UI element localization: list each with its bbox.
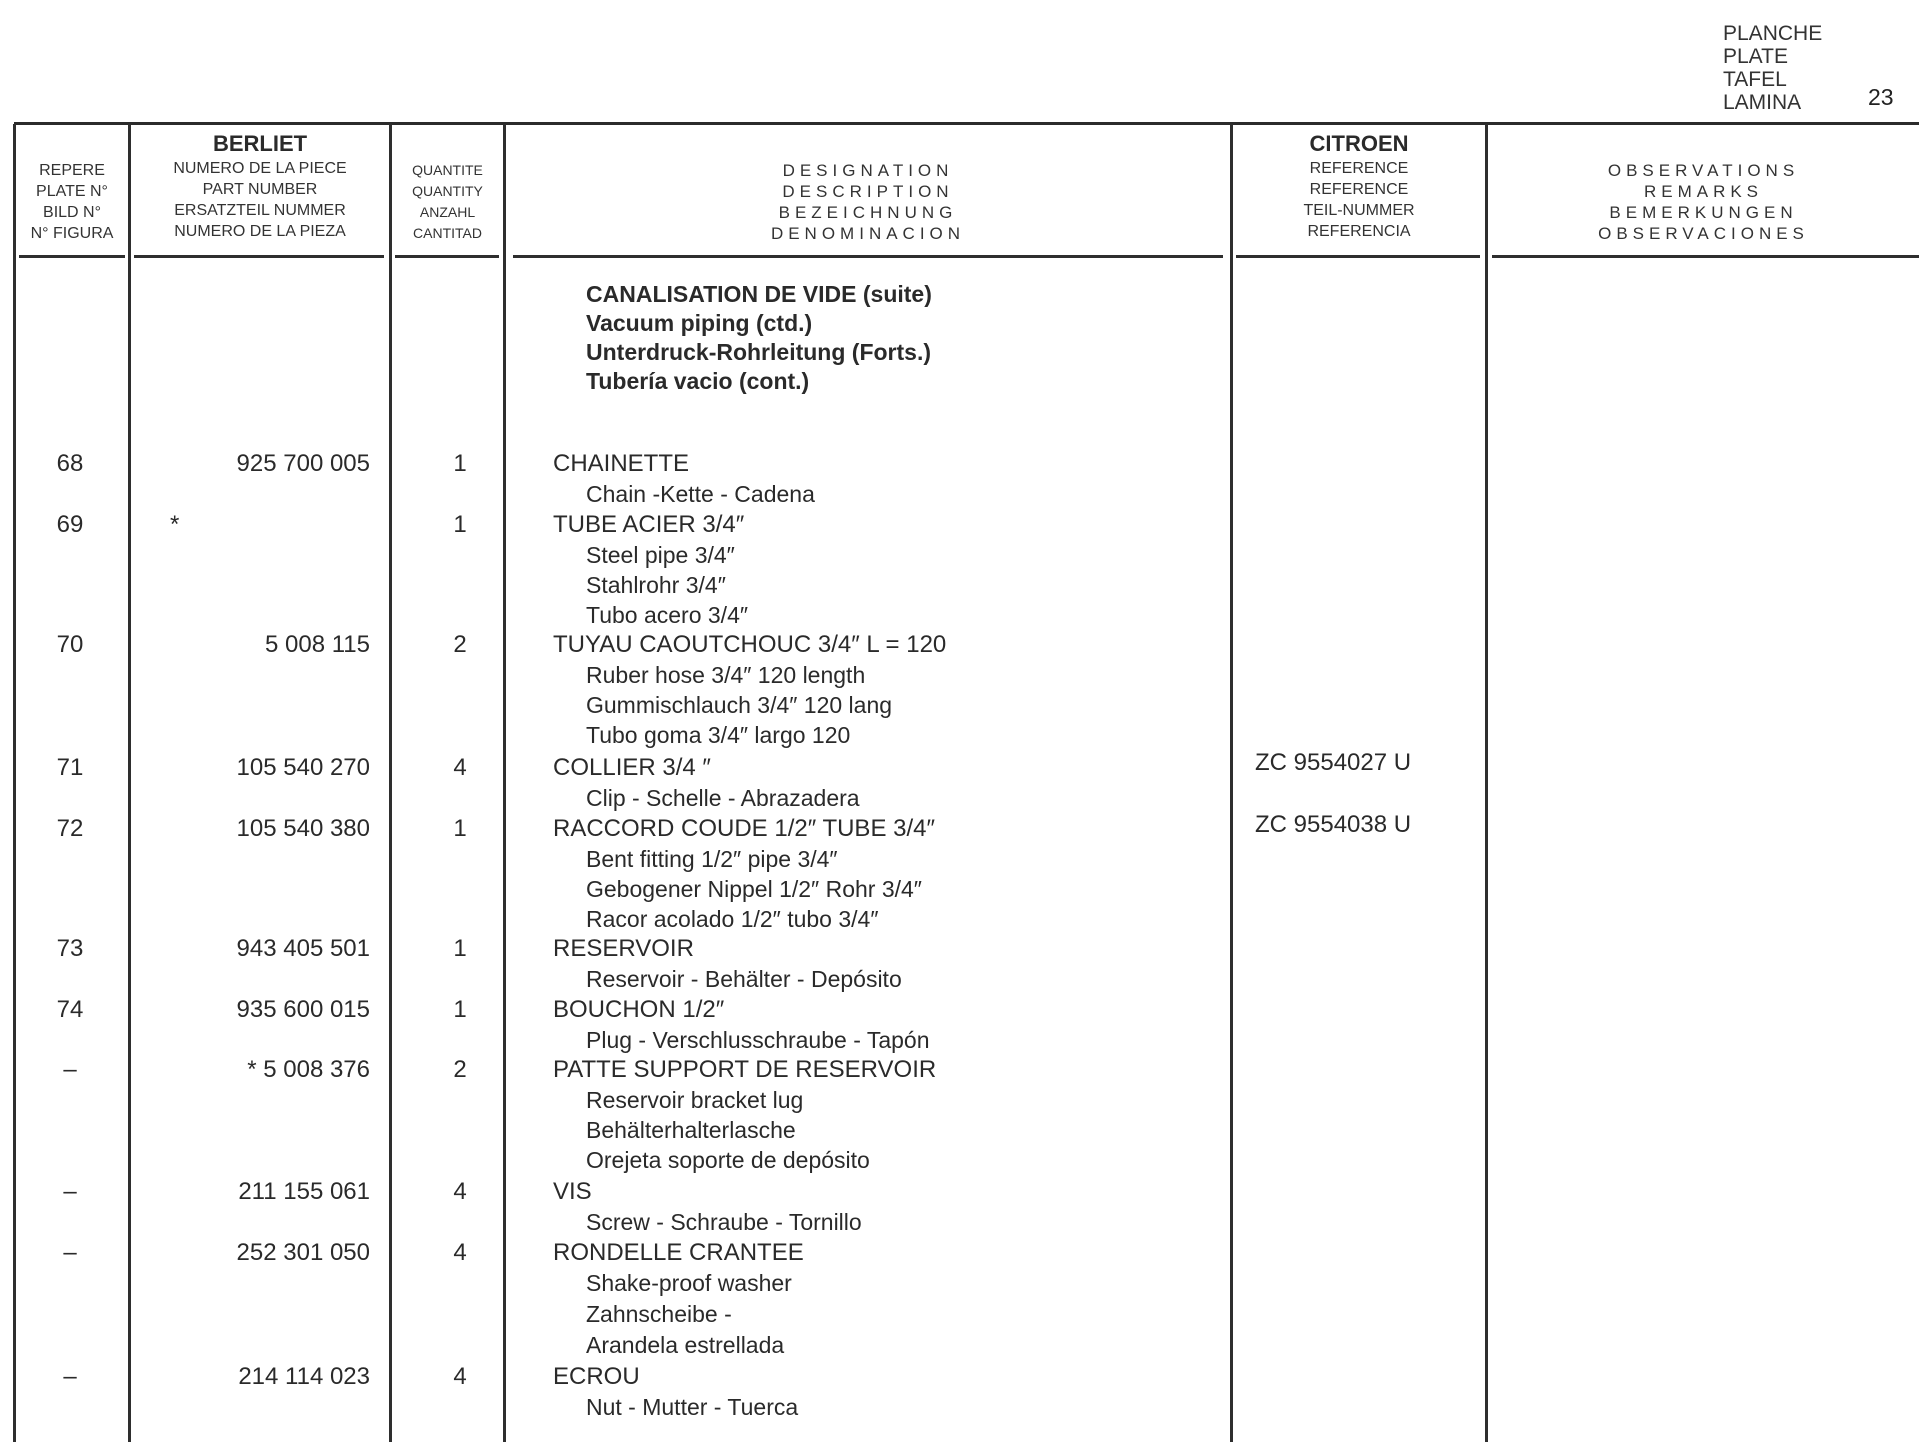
quantity-cell: 2	[453, 631, 467, 658]
description-line: Clip - Schelle - Abrazadera	[586, 785, 860, 811]
header-underline	[395, 255, 499, 258]
part-number-cell: 214 114 023	[238, 1363, 370, 1390]
quantity-cell: 4	[453, 1178, 467, 1205]
header-underline	[19, 255, 125, 258]
description-line: Ruber hose 3/4″ 120 length	[586, 662, 866, 688]
designation-cell: ECROU	[553, 1363, 640, 1390]
designation-cell: PATTE SUPPORT DE RESERVOIR	[553, 1056, 937, 1083]
part-number-cell: 5 008 115	[265, 631, 370, 658]
citroen-brand: CITROEN	[1309, 131, 1409, 156]
designation-cell: VIS	[553, 1178, 592, 1205]
designation-cell: RONDELLE CRANTEE	[553, 1239, 804, 1266]
part-number-cell: 211 155 061	[238, 1178, 370, 1205]
quantity-cell: 1	[453, 450, 467, 477]
description-line: Steel pipe 3/4″	[586, 542, 735, 568]
table-row	[0, 1362, 1919, 1392]
table-row	[0, 934, 1919, 964]
description-line: Screw - Schraube - Tornillo	[586, 1209, 862, 1235]
description-line: Gebogener Nippel 1/2″ Rohr 3/4″	[586, 876, 922, 902]
description-line: Chain -Kette - Cadena	[586, 481, 815, 507]
description-line: Nut - Mutter - Tuerca	[586, 1394, 799, 1420]
ref-cell: –	[63, 1239, 77, 1266]
description-line: Reservoir bracket lug	[586, 1087, 804, 1113]
ref-cell: 72	[56, 815, 84, 842]
designation-cell: RESERVOIR	[553, 935, 694, 962]
quantity-cell: 1	[453, 815, 467, 842]
quantity-cell: 4	[453, 1363, 467, 1390]
header-designation: DESIGNATION DESCRIPTION BEZEICHNUNG DENOMINACION	[770, 161, 966, 243]
description-line: Arandela estrellada	[586, 1332, 785, 1358]
header-berliet: BERLIET NUMERO DE LA PIECE PART NUMBER ERSATZTEIL NUMMER NUMERO DE LA PIEZA	[131, 130, 389, 242]
part-number-cell: 252 301 050	[236, 1239, 370, 1266]
plate-label-en: PLATE	[1723, 45, 1788, 68]
header-underline	[513, 255, 1223, 258]
description-line: Zahnscheibe -	[586, 1301, 732, 1327]
part-number-cell: 935 600 015	[236, 996, 370, 1023]
ref-cell: 71	[56, 754, 84, 781]
designation-cell: BOUCHON 1/2″	[553, 996, 725, 1023]
quantity-cell: 1	[453, 935, 467, 962]
description-line: Reservoir - Behälter - Depósito	[586, 966, 902, 992]
table-row	[0, 449, 1919, 479]
table-row	[0, 630, 1919, 660]
table-row	[0, 811, 1919, 844]
header-underline	[1492, 255, 1919, 258]
ref-cell: –	[63, 1056, 77, 1083]
header-underline	[134, 255, 384, 258]
description-line: Behälterhalterlasche	[586, 1117, 796, 1143]
designation-cell: RACCORD COUDE 1/2″ TUBE 3/4″	[553, 815, 935, 842]
designation-cell: TUBE ACIER 3/4″	[553, 511, 745, 538]
ref-cell: 74	[56, 996, 84, 1023]
description-line: Plug - Verschlusschraube - Tapón	[586, 1027, 930, 1053]
designation-cell: CHAINETTE	[553, 450, 690, 477]
citroen-ref-cell: ZC 9554027 U	[1255, 749, 1412, 776]
quantity-cell: 2	[453, 1056, 467, 1083]
part-number-cell: 943 405 501	[236, 935, 370, 962]
section-title: CANALISATION DE VIDE (suite) Vacuum piping (ctd.) Unterdruck-Rohrleitung (Forts.) Tubería vacio (cont.)	[586, 281, 932, 394]
description-line: Tubo acero 3/4″	[586, 602, 748, 628]
description-line: Tubo goma 3/4″ largo 120	[586, 722, 851, 748]
part-number-cell: * 5 008 376	[247, 1056, 370, 1083]
description-line: Orejeta soporte de depósito	[586, 1147, 870, 1173]
designation-cell: TUYAU CAOUTCHOUC 3/4″ L = 120	[553, 631, 947, 658]
description-line: Gummischlauch 3/4″ 120 lang	[586, 692, 893, 718]
part-number-cell: *	[170, 511, 180, 538]
table-row	[0, 1177, 1919, 1207]
table-row	[0, 995, 1919, 1025]
quantity-cell: 1	[453, 511, 467, 538]
header-underline	[1236, 255, 1480, 258]
quantity-cell: 4	[453, 1239, 467, 1266]
header-citroen: CITROEN REFERENCE REFERENCE TEIL-NUMMER REFERENCIA	[1233, 130, 1485, 242]
designation-cell: COLLIER 3/4 ″	[553, 754, 711, 781]
ref-cell: 68	[56, 450, 84, 477]
part-number-cell: 925 700 005	[236, 450, 370, 477]
quantity-cell: 4	[453, 754, 467, 781]
ref-cell: 69	[56, 511, 84, 538]
ref-cell: –	[63, 1178, 77, 1205]
part-number-cell: 105 540 380	[236, 815, 370, 842]
header-quantite: QUANTITE QUANTITY ANZAHL CANTITAD	[412, 162, 483, 241]
berliet-brand: BERLIET	[212, 131, 308, 156]
plate-label-fr: PLANCHE	[1723, 22, 1823, 45]
citroen-ref-cell: ZC 9554038 U	[1255, 811, 1412, 838]
description-line: Stahlrohr 3/4″	[586, 572, 726, 598]
description-line: Bent fitting 1/2″ pipe 3/4″	[586, 846, 838, 872]
header-observations: OBSERVATIONS REMARKS BEMERKUNGEN OBSERVACIONES	[1598, 161, 1809, 243]
quantity-cell: 1	[453, 996, 467, 1023]
table-row	[0, 1055, 1919, 1085]
plate-number: 23	[1868, 84, 1894, 110]
plate-label	[1723, 22, 1822, 114]
header-repere: REPERE PLATE N° BILD N° N° FIGURA	[30, 162, 114, 242]
part-number-cell: 105 540 270	[236, 754, 370, 781]
ref-cell: 73	[56, 935, 84, 962]
table-row	[0, 1238, 1919, 1268]
table-row	[0, 749, 1919, 783]
ref-cell: –	[63, 1363, 77, 1390]
plate-label-es: LAMINA	[1723, 91, 1802, 114]
plate-label-de: TAFEL	[1723, 68, 1787, 91]
ref-cell: 70	[56, 631, 84, 658]
description-line: Racor acolado 1/2″ tubo 3/4″	[586, 906, 879, 932]
description-line: Shake-proof washer	[586, 1270, 792, 1296]
table-row	[0, 510, 1919, 540]
table-top-rule	[14, 122, 1919, 125]
